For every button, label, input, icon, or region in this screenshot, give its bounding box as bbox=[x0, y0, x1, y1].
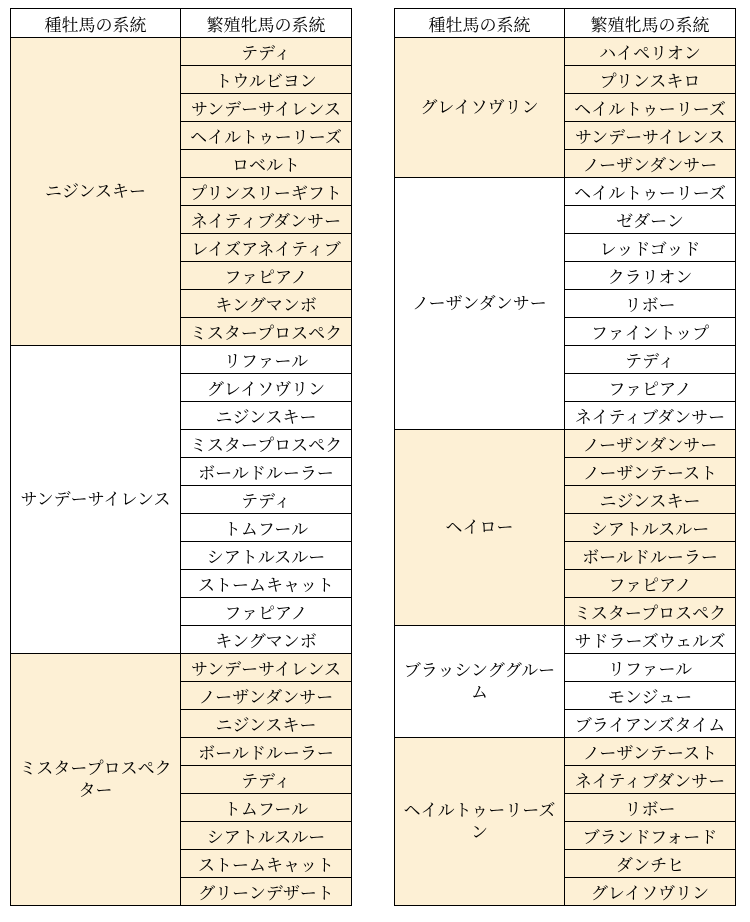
mare-line-cell: ストームキャット bbox=[181, 570, 352, 598]
mare-line-cell: ネイティブダンサー bbox=[565, 402, 736, 430]
header-sire-line: 種牡馬の系統 bbox=[395, 9, 565, 38]
mare-line-cell: ノーザンダンサー bbox=[181, 682, 352, 710]
mare-line-cell: テディ bbox=[181, 766, 352, 794]
mare-line-cell: サドラーズウェルズ bbox=[565, 626, 736, 654]
mare-line-cell: ニジンスキー bbox=[181, 710, 352, 738]
table-body bbox=[395, 38, 736, 906]
table-row bbox=[395, 626, 736, 654]
table-row bbox=[11, 346, 352, 374]
mare-line-cell: ダンチヒ bbox=[565, 850, 736, 878]
table-header-row bbox=[395, 9, 736, 38]
mare-line-cell: サンデーサイレンス bbox=[565, 122, 736, 150]
mare-line-cell: グレイソヴリン bbox=[565, 878, 736, 906]
sire-line-cell: ニジンスキー bbox=[11, 38, 181, 346]
mare-line-cell: ブライアンズタイム bbox=[565, 710, 736, 738]
table-body bbox=[11, 38, 352, 906]
mare-line-cell: ニジンスキー bbox=[181, 402, 352, 430]
mare-line-cell: テディ bbox=[181, 38, 352, 66]
mare-line-cell: ロベルト bbox=[181, 150, 352, 178]
mare-line-cell: ファピアノ bbox=[181, 598, 352, 626]
sire-line-cell: ミスタープロスペクター bbox=[11, 654, 181, 906]
mare-line-cell: トムフール bbox=[181, 514, 352, 542]
mare-line-cell: ファピアノ bbox=[181, 262, 352, 290]
header-mare-line: 繁殖牝馬の系統 bbox=[565, 9, 736, 38]
mare-line-cell: ミスタープロスペク bbox=[181, 318, 352, 346]
mare-line-cell: テディ bbox=[565, 346, 736, 374]
mare-line-cell: シアトルスルー bbox=[181, 822, 352, 850]
mare-line-cell: グレイソヴリン bbox=[181, 374, 352, 402]
mare-line-cell: ファピアノ bbox=[565, 570, 736, 598]
sire-line-cell: ブラッシンググルーム bbox=[395, 626, 565, 738]
mare-line-cell: レッドゴッド bbox=[565, 234, 736, 262]
sire-line-cell: ヘイロー bbox=[395, 430, 565, 626]
mare-line-cell: ヘイルトゥーリーズ bbox=[565, 94, 736, 122]
mare-line-cell: プリンスリーギフト bbox=[181, 178, 352, 206]
mare-line-cell: ノーザンテースト bbox=[565, 458, 736, 486]
mare-line-cell: レイズアネイティブ bbox=[181, 234, 352, 262]
mare-line-cell: クラリオン bbox=[565, 262, 736, 290]
mare-line-cell: キングマンボ bbox=[181, 290, 352, 318]
table-row bbox=[11, 38, 352, 66]
sire-line-cell: グレイソヴリン bbox=[395, 38, 565, 178]
table-row bbox=[11, 654, 352, 682]
mare-line-cell: リボー bbox=[565, 794, 736, 822]
mare-line-cell: ネイティブダンサー bbox=[565, 766, 736, 794]
table-row bbox=[395, 38, 736, 66]
mare-line-cell: ハイペリオン bbox=[565, 38, 736, 66]
mare-line-cell: リボー bbox=[565, 290, 736, 318]
mare-line-cell: サンデーサイレンス bbox=[181, 654, 352, 682]
mare-line-cell: ボールドルーラー bbox=[181, 458, 352, 486]
table-header-row bbox=[11, 9, 352, 38]
table-row bbox=[395, 178, 736, 206]
sire-line-cell: サンデーサイレンス bbox=[11, 346, 181, 654]
mare-line-cell: ボールドルーラー bbox=[565, 542, 736, 570]
lineage-table-left bbox=[10, 8, 352, 906]
mare-line-cell: トムフール bbox=[181, 794, 352, 822]
header-sire-line: 種牡馬の系統 bbox=[11, 9, 181, 38]
table-row bbox=[395, 430, 736, 458]
mare-line-cell: ニジンスキー bbox=[565, 486, 736, 514]
mare-line-cell: テディ bbox=[181, 486, 352, 514]
mare-line-cell: プリンスキロ bbox=[565, 66, 736, 94]
mare-line-cell: ゼダーン bbox=[565, 206, 736, 234]
mare-line-cell: ファピアノ bbox=[565, 374, 736, 402]
mare-line-cell: サンデーサイレンス bbox=[181, 94, 352, 122]
mare-line-cell: ヘイルトゥーリーズ bbox=[565, 178, 736, 206]
mare-line-cell: ヘイルトゥーリーズ bbox=[181, 122, 352, 150]
mare-line-cell: トウルビヨン bbox=[181, 66, 352, 94]
mare-line-cell: ノーザンテースト bbox=[565, 738, 736, 766]
mare-line-cell: シアトルスルー bbox=[565, 514, 736, 542]
mare-line-cell: ファイントップ bbox=[565, 318, 736, 346]
mare-line-cell: ノーザンダンサー bbox=[565, 430, 736, 458]
mare-line-cell: ミスタープロスペク bbox=[565, 598, 736, 626]
header-mare-line: 繁殖牝馬の系統 bbox=[181, 9, 352, 38]
mare-line-cell: リファール bbox=[181, 346, 352, 374]
sire-line-cell: ヘイルトゥーリーズン bbox=[395, 738, 565, 906]
mare-line-cell: モンジュー bbox=[565, 682, 736, 710]
mare-line-cell: ブランドフォード bbox=[565, 822, 736, 850]
lineage-table-right bbox=[394, 8, 736, 906]
mare-line-cell: ネイティブダンサー bbox=[181, 206, 352, 234]
mare-line-cell: ノーザンダンサー bbox=[565, 150, 736, 178]
mare-line-cell: ボールドルーラー bbox=[181, 738, 352, 766]
mare-line-cell: リファール bbox=[565, 654, 736, 682]
mare-line-cell: ミスタープロスペク bbox=[181, 430, 352, 458]
mare-line-cell: ストームキャット bbox=[181, 850, 352, 878]
mare-line-cell: グリーンデザート bbox=[181, 878, 352, 906]
sire-line-cell: ノーザンダンサー bbox=[395, 178, 565, 430]
mare-line-cell: キングマンボ bbox=[181, 626, 352, 654]
mare-line-cell: シアトルスルー bbox=[181, 542, 352, 570]
table-row bbox=[395, 738, 736, 766]
